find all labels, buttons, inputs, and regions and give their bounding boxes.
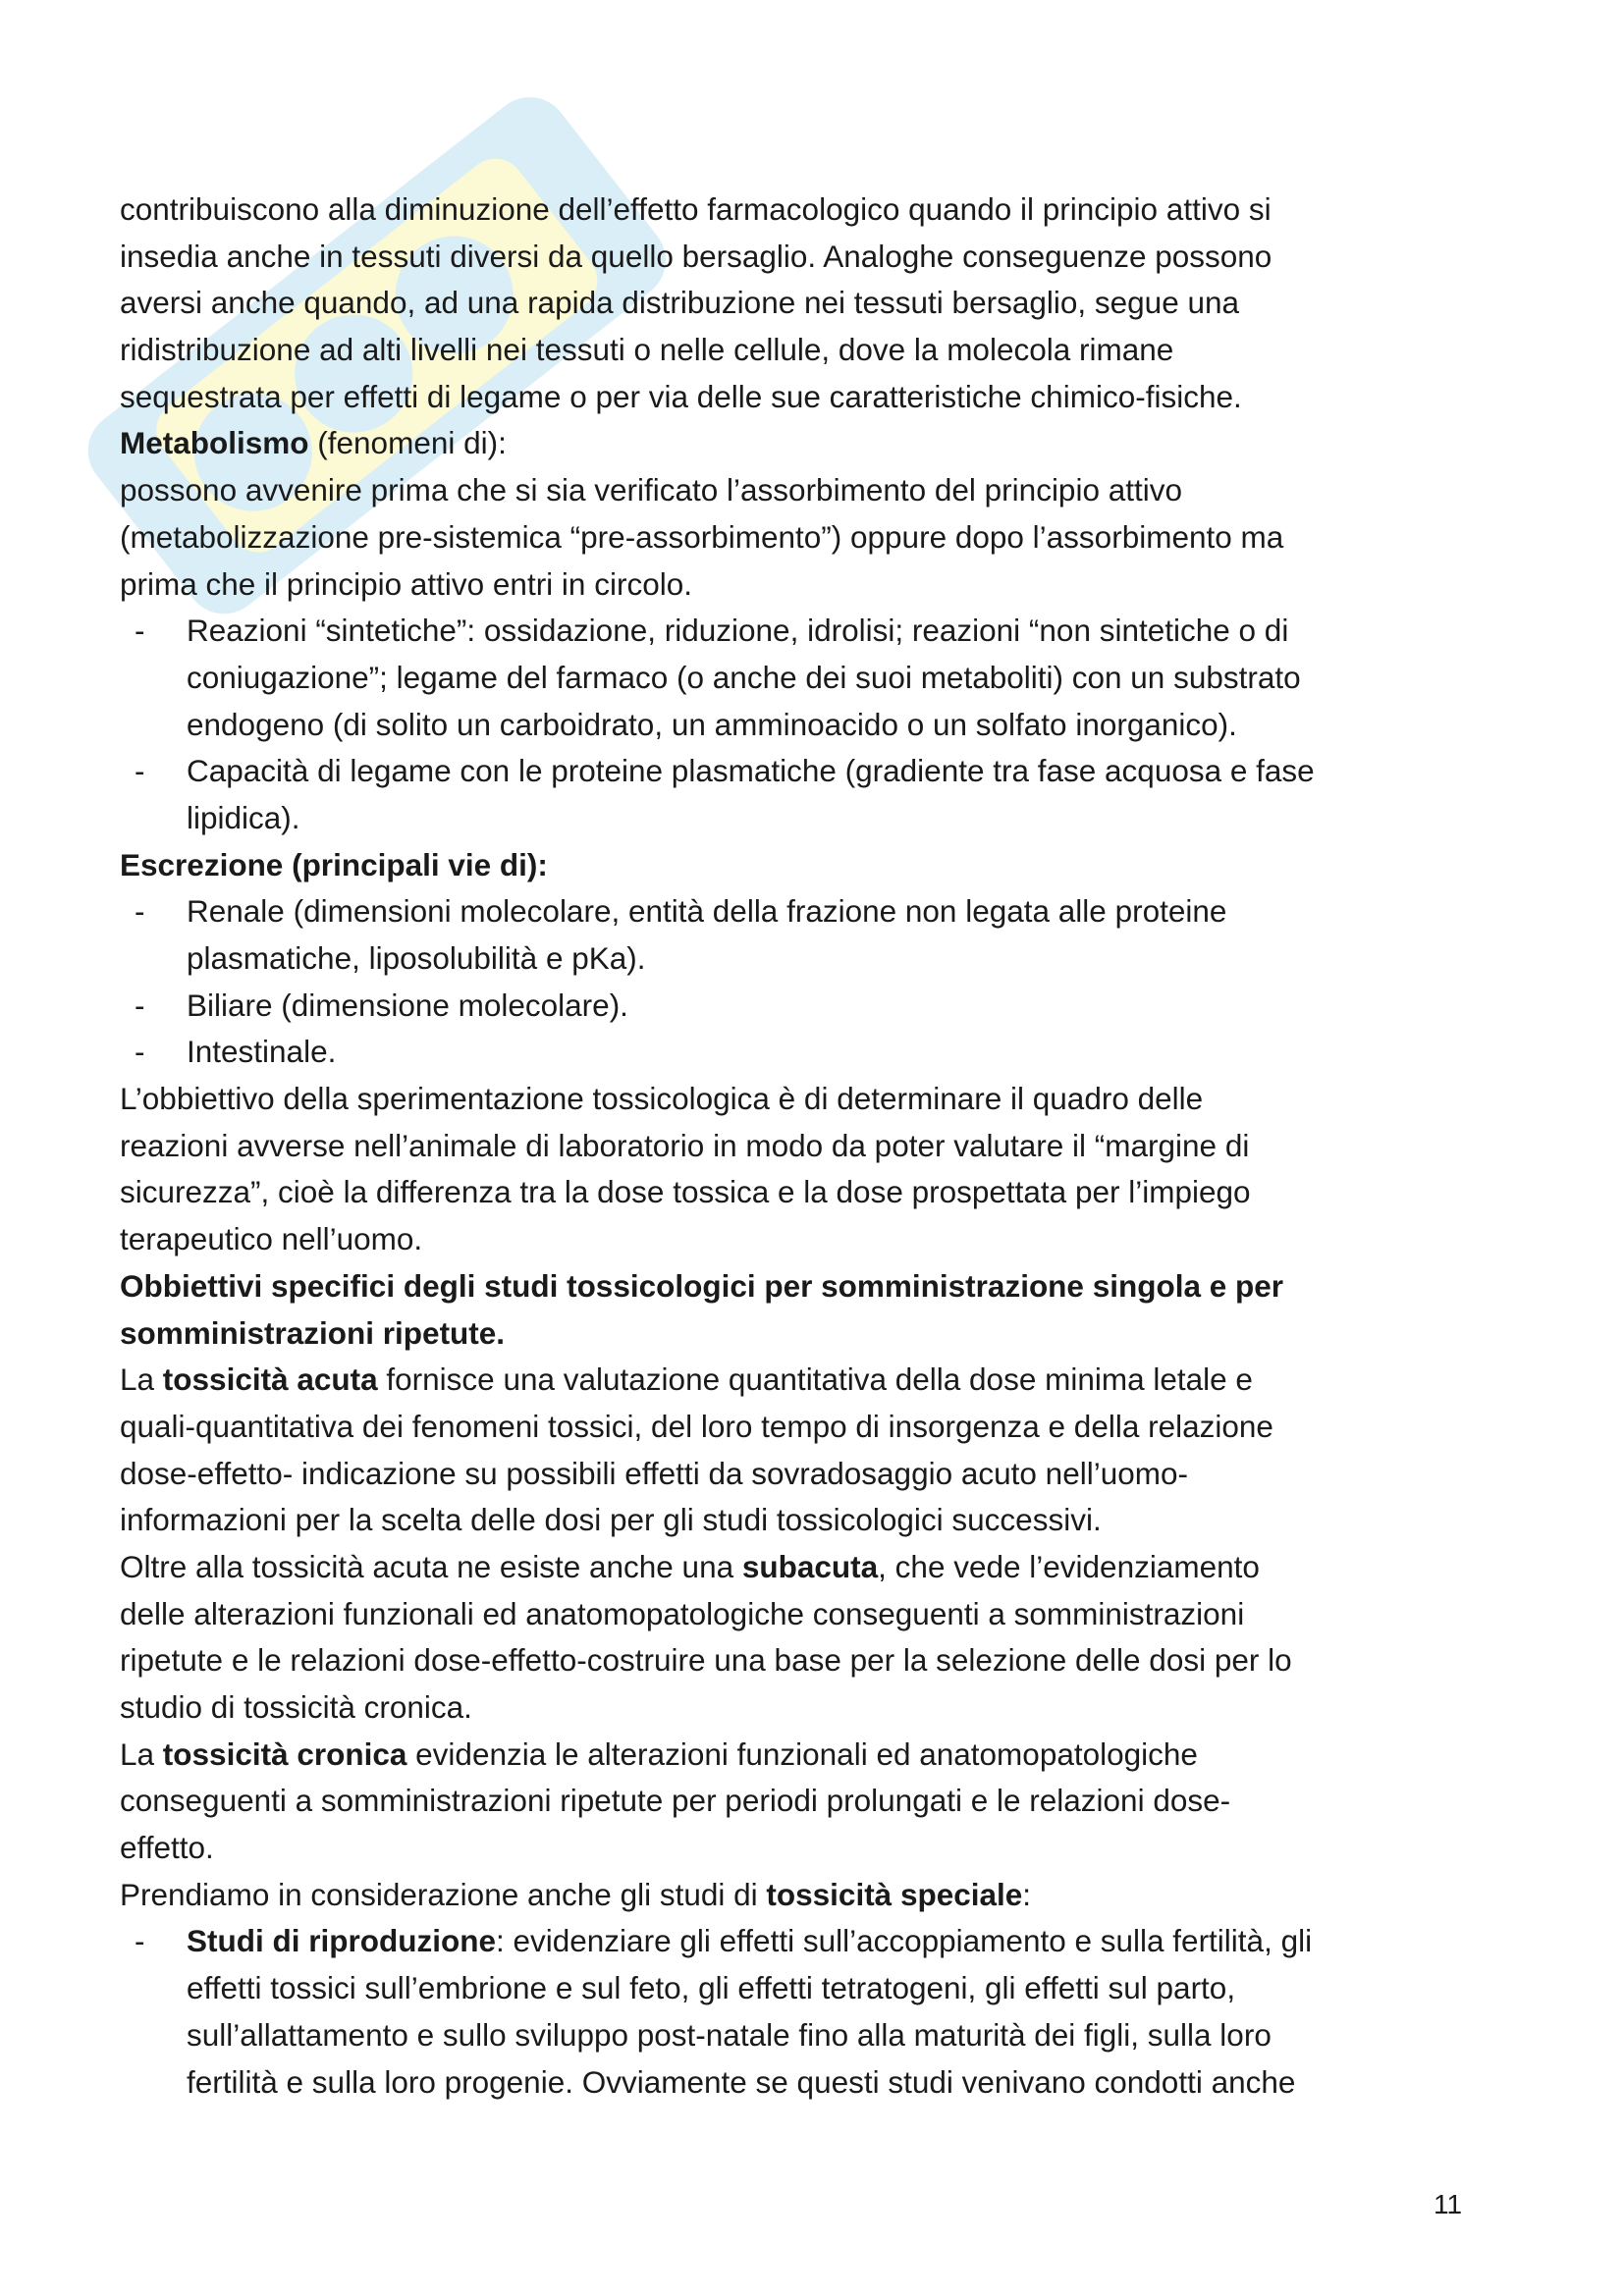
text-run: Oltre alla tossicità acuta ne esiste anche una bbox=[120, 1548, 742, 1584]
text-line: fertilità e sulla loro progenie. Ovviamente se questi studi venivano condotti anche bbox=[187, 2063, 1296, 2100]
text-line: Capacità di legame con le proteine plasmatiche (gradiente tra fase acquosa e fase bbox=[187, 753, 1315, 789]
list-item bbox=[120, 1918, 1487, 2106]
text-line: ripetute e le relazioni dose-effetto-costruire una base per la selezione delle dosi per lo bbox=[120, 1642, 1292, 1679]
text-run: evidenzia le alterazioni funzionali ed anatomopatologiche bbox=[406, 1735, 1198, 1772]
text-line: sequestrata per effetti di legame o per via delle sue caratteristiche chimico-fisiche. bbox=[120, 378, 1242, 414]
text-line: dose-effetto- indicazione su possibili effetti da sovradosaggio acuto nell’uomo- bbox=[120, 1455, 1188, 1491]
page-number: 11 bbox=[1434, 2189, 1463, 2219]
text-line: ridistribuzione ad alti livelli nei tessuti o nelle cellule, dove la molecola rimane bbox=[120, 332, 1174, 368]
text-run: Prendiamo in considerazione anche gli studi di bbox=[120, 1876, 767, 1912]
metabolism-section bbox=[120, 420, 1487, 841]
text-line: Obbiettivi specifici degli studi tossicologici per somministrazione singola e per bbox=[120, 1267, 1284, 1304]
text-run: La bbox=[120, 1362, 163, 1398]
subacute-toxicity-paragraph bbox=[120, 1544, 1487, 1732]
text-run: fornisce una valutazione quantitativa della dose minima letale e bbox=[377, 1362, 1253, 1398]
text-run: , che vede l’evidenziamento bbox=[878, 1548, 1260, 1584]
text-line: Biliare (dimensione molecolare). bbox=[187, 987, 628, 1023]
text-line: somministrazioni ripetute. bbox=[120, 1314, 506, 1351]
text-line: effetto. bbox=[120, 1830, 214, 1866]
text-line: delle alterazioni funzionali ed anatomopatologiche conseguenti a somministrazioni bbox=[120, 1595, 1245, 1631]
acute-toxicity-term: tossicità acuta bbox=[162, 1362, 378, 1398]
text-line bbox=[120, 1872, 1487, 1919]
bullet-dash: - bbox=[135, 613, 145, 649]
excretion-heading: Escrezione (principali vie di): bbox=[120, 846, 548, 882]
text-line bbox=[120, 1357, 1487, 1404]
chronic-toxicity-term: tossicità cronica bbox=[162, 1735, 407, 1772]
bullet-dash: - bbox=[135, 893, 145, 930]
list-item bbox=[120, 1029, 1487, 1076]
list-item bbox=[120, 983, 1487, 1030]
text-line bbox=[120, 1544, 1487, 1591]
text-line: sicurezza”, cioè la differenza tra la dose tossica e la dose prospettata per l’impiego bbox=[120, 1174, 1251, 1210]
list-item bbox=[120, 888, 1487, 982]
text-line: informazioni per la scelta delle dosi per gli studi tossicologici successivi. bbox=[120, 1502, 1102, 1538]
text-line: Intestinale. bbox=[187, 1034, 337, 1070]
chronic-toxicity-paragraph bbox=[120, 1732, 1487, 1872]
special-toxicity-term: tossicità speciale bbox=[766, 1876, 1023, 1912]
text-line: L’obbiettivo della sperimentazione tossicologica è di determinare il quadro delle bbox=[120, 1081, 1204, 1117]
text-line: studio di tossicità cronica. bbox=[120, 1689, 472, 1725]
metabolism-heading-bold: Metabolismo bbox=[120, 425, 309, 461]
text-line: terapeutico nell’uomo. bbox=[120, 1221, 423, 1257]
text-line: plasmatiche, liposolubilità e pKa). bbox=[187, 940, 646, 976]
metabolism-heading bbox=[120, 420, 1487, 467]
bullet-dash: - bbox=[135, 1923, 145, 1959]
specific-objectives-heading bbox=[120, 1263, 1487, 1357]
special-toxicity-section bbox=[120, 1872, 1487, 2106]
reproduction-studies-term: Studi di riproduzione bbox=[187, 1923, 496, 1959]
text-line: possono avvenire prima che si sia verificato l’assorbimento del principio attivo bbox=[120, 472, 1183, 508]
objective-paragraph bbox=[120, 1076, 1487, 1263]
distribution-paragraph bbox=[120, 187, 1487, 420]
text-run: : bbox=[1022, 1876, 1032, 1912]
bullet-dash: - bbox=[135, 753, 145, 789]
text-line: endogeno (di solito un carboidrato, un amminoacido o un solfato inorganico). bbox=[187, 706, 1237, 742]
list-item bbox=[120, 608, 1487, 748]
text-line: (metabolizzazione pre-sistemica “pre-assorbimento”) oppure dopo l’assorbimento ma bbox=[120, 518, 1284, 555]
text-line: contribuiscono alla diminuzione dell’effetto farmacologico quando il principio attivo si bbox=[120, 191, 1272, 227]
text-line: lipidica). bbox=[187, 799, 300, 835]
acute-toxicity-paragraph bbox=[120, 1357, 1487, 1544]
text-line: insedia anche in tessuti diversi da quello bersaglio. Analoghe conseguenze possono bbox=[120, 238, 1272, 274]
text-line: aversi anche quando, ad una rapida distribuzione nei tessuti bersaglio, segue una bbox=[120, 285, 1240, 321]
text-line: Renale (dimensioni molecolare, entità della frazione non legata alle proteine bbox=[187, 893, 1227, 930]
text-line: prima che il principio attivo entri in circolo. bbox=[120, 565, 692, 602]
text-line: reazioni avverse nell’animale di laboratorio in modo da poter valutare il “margine di bbox=[120, 1127, 1250, 1163]
subacute-term: subacuta bbox=[741, 1548, 879, 1584]
text-line: effetti tossici sull’embrione e sul feto, gli effetti tetratogeni, gli effetti sul parto, bbox=[187, 1970, 1236, 2006]
bullet-dash: - bbox=[135, 1034, 145, 1070]
metabolism-heading-rest: (fenomeni di): bbox=[308, 425, 507, 461]
text-line bbox=[187, 1918, 1487, 1965]
bullet-dash: - bbox=[135, 987, 145, 1023]
list-item bbox=[120, 748, 1487, 841]
text-line: quali-quantitativa dei fenomeni tossici, del loro tempo di insorgenza e della relazione bbox=[120, 1408, 1273, 1444]
text-line: conseguenti a somministrazioni ripetute per periodi prolungati e le relazioni dose- bbox=[120, 1783, 1231, 1819]
text-line bbox=[120, 1732, 1487, 1779]
text-run: La bbox=[120, 1735, 163, 1772]
text-line: coniugazione”; legame del farmaco (o anche dei suoi metaboliti) con un substrato bbox=[187, 659, 1301, 695]
page-body bbox=[120, 187, 1487, 2106]
excretion-section bbox=[120, 842, 1487, 1076]
text-line: sull’allattamento e sullo sviluppo post-natale fino alla maturità dei figli, sulla loro bbox=[187, 2016, 1272, 2053]
text-run: : evidenziare gli effetti sull’accoppiamento e sulla fertilità, gli bbox=[495, 1923, 1313, 1959]
text-line: Reazioni “sintetiche”: ossidazione, riduzione, idrolisi; reazioni “non sintetiche o di bbox=[187, 613, 1289, 649]
